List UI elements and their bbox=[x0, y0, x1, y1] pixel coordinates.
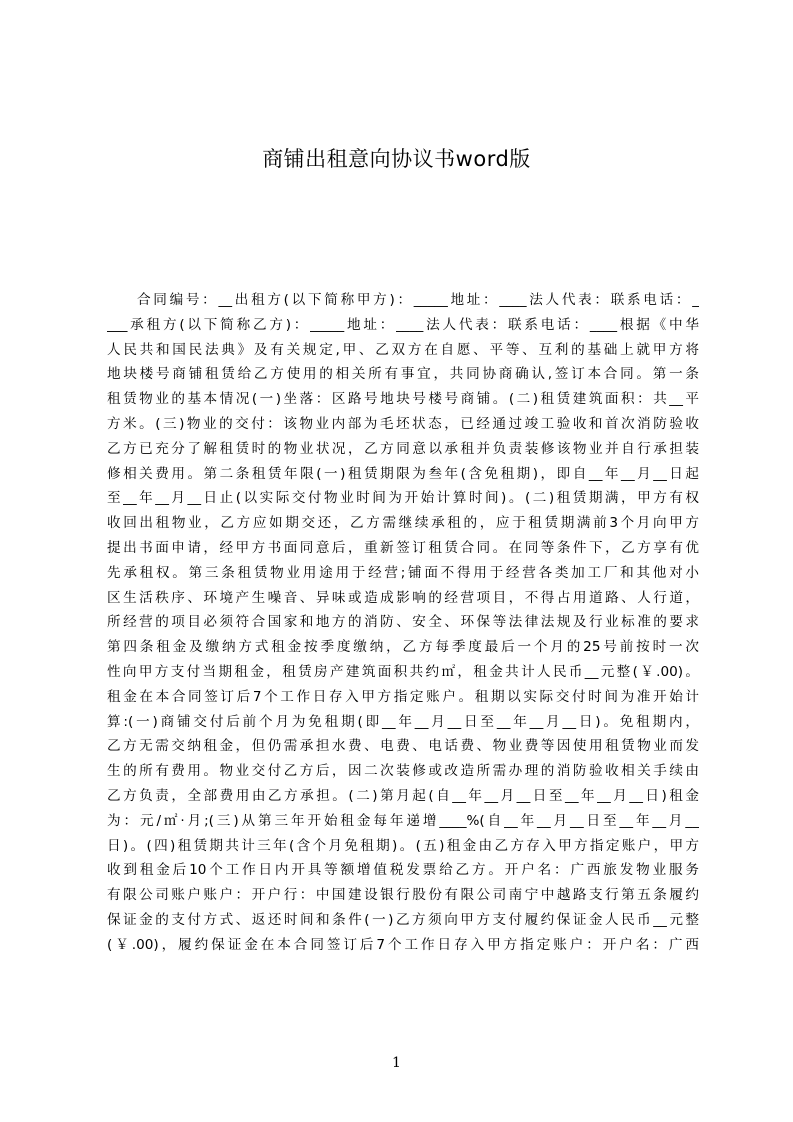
body-line: 保证金的支付方式、返还时间和条件(一)乙方须向甲方支付履约保证金人民币__元整 bbox=[107, 911, 699, 928]
body-line: 为：元/㎡·月;(三)从第三年开始租金每年递增____%(自__年__月__日至__年__月__ bbox=[107, 812, 699, 829]
body-line: 方米。(三)物业的交付：该物业内部为毛坯状态，已经通过竣工验收和首次消防验收 bbox=[107, 415, 699, 432]
body-line: 租赁物业的基本情况(一)坐落：区路号地块号楼号商铺。(二)租赁建筑面积：共__平 bbox=[107, 391, 699, 408]
body-line: (￥.00)，履约保证金在本合同签订后7个工作日存入甲方指定账户：开户名：广西 bbox=[107, 936, 699, 953]
document-title: 商铺出租意向协议书word版 bbox=[262, 147, 531, 171]
body-line: 日)。(四)租赁期共计三年(含个月免租期)。(五)租金由乙方存入甲方指定账户，甲方 bbox=[107, 837, 699, 854]
body-line: 地块楼号商铺租赁给乙方使用的相关所有事宜，共同协商确认,签订本合同。第一条 bbox=[107, 366, 699, 383]
body-line: 乙方已充分了解租赁时的物业状况，乙方同意以承租并负责装修该物业并自行承担装 bbox=[107, 440, 699, 457]
body-line: 人民共和国民法典》及有关规定,甲、乙双方在自愿、平等、互利的基础上就甲方将 bbox=[107, 341, 699, 358]
body-line: 收到租金后10个工作日内开具等额增值税发票给乙方。开户名：广西旅发物业服务 bbox=[107, 862, 699, 879]
body-line: 至__年__月__日止(以实际交付物业时间为开始计算时间)。(二)租赁期满，甲方有权 bbox=[107, 490, 699, 507]
body-line: 收回出租物业，乙方应如期交还，乙方需继续承租的，应于租赁期满前3个月向甲方 bbox=[107, 515, 699, 532]
body-line: 区生活秩序、环境产生噪音、异味或造成影响的经营项目，不得占用道路、人行道， bbox=[107, 589, 699, 606]
body-line: 算:(一)商铺交付后前个月为免租期(即__年__月__日至__年__月__日)。免租期内， bbox=[107, 713, 699, 730]
body-line: 性向甲方支付当期租金，租赁房产建筑面积共约㎡，租金共计人民币__元整(￥.00)。 bbox=[107, 663, 699, 680]
body-line: 提出书面申请，经甲方书面同意后，重新签订租赁合同。在同等条件下，乙方享有优 bbox=[107, 539, 699, 556]
body-line: 乙方负责，全部费用由乙方承担。(二)第月起(自__年__月__日至__年__月__日)租金 bbox=[107, 787, 699, 804]
body-line: 修相关费用。第二条租赁年限(一)租赁期限为叁年(含免租期)，即自__年__月__日起 bbox=[107, 465, 699, 482]
body-line: 乙方无需交纳租金，但仍需承担水费、电费、电话费、物业费等因使用租赁物业而发 bbox=[107, 738, 699, 755]
body-line: 租金在本合同签订后7个工作日存入甲方指定账户。租期以实际交付时间为准开始计 bbox=[107, 688, 699, 705]
body-line: 合同编号：__出租方(以下简称甲方)：_____地址：____法人代表：联系电话：_ bbox=[137, 292, 699, 308]
page-number: 1 bbox=[392, 1055, 401, 1071]
body-line: 有限公司账户账户：开户行：中国建设银行股份有限公司南宁中越路支行第五条履约 bbox=[107, 887, 699, 904]
body-line: 第四条租金及缴纳方式租金按季度缴纳，乙方每季度最后一个月的25号前按时一次 bbox=[107, 639, 699, 656]
body-line: ___承租方(以下简称乙方)：_____地址：____法人代表：联系电话：____根据《中华 bbox=[107, 316, 699, 333]
body-line: 生的所有费用。物业交付乙方后，因二次装修或改造所需办理的消防验收相关手续由 bbox=[107, 763, 699, 780]
contract-body bbox=[107, 288, 699, 958]
body-line: 所经营的项目必须符合国家和地方的消防、安全、环保等法律法规及行业标准的要求 bbox=[107, 614, 699, 631]
body-line: 先承租权。第三条租赁物业用途用于经营;铺面不得用于经营各类加工厂和其他对小 bbox=[107, 564, 699, 581]
